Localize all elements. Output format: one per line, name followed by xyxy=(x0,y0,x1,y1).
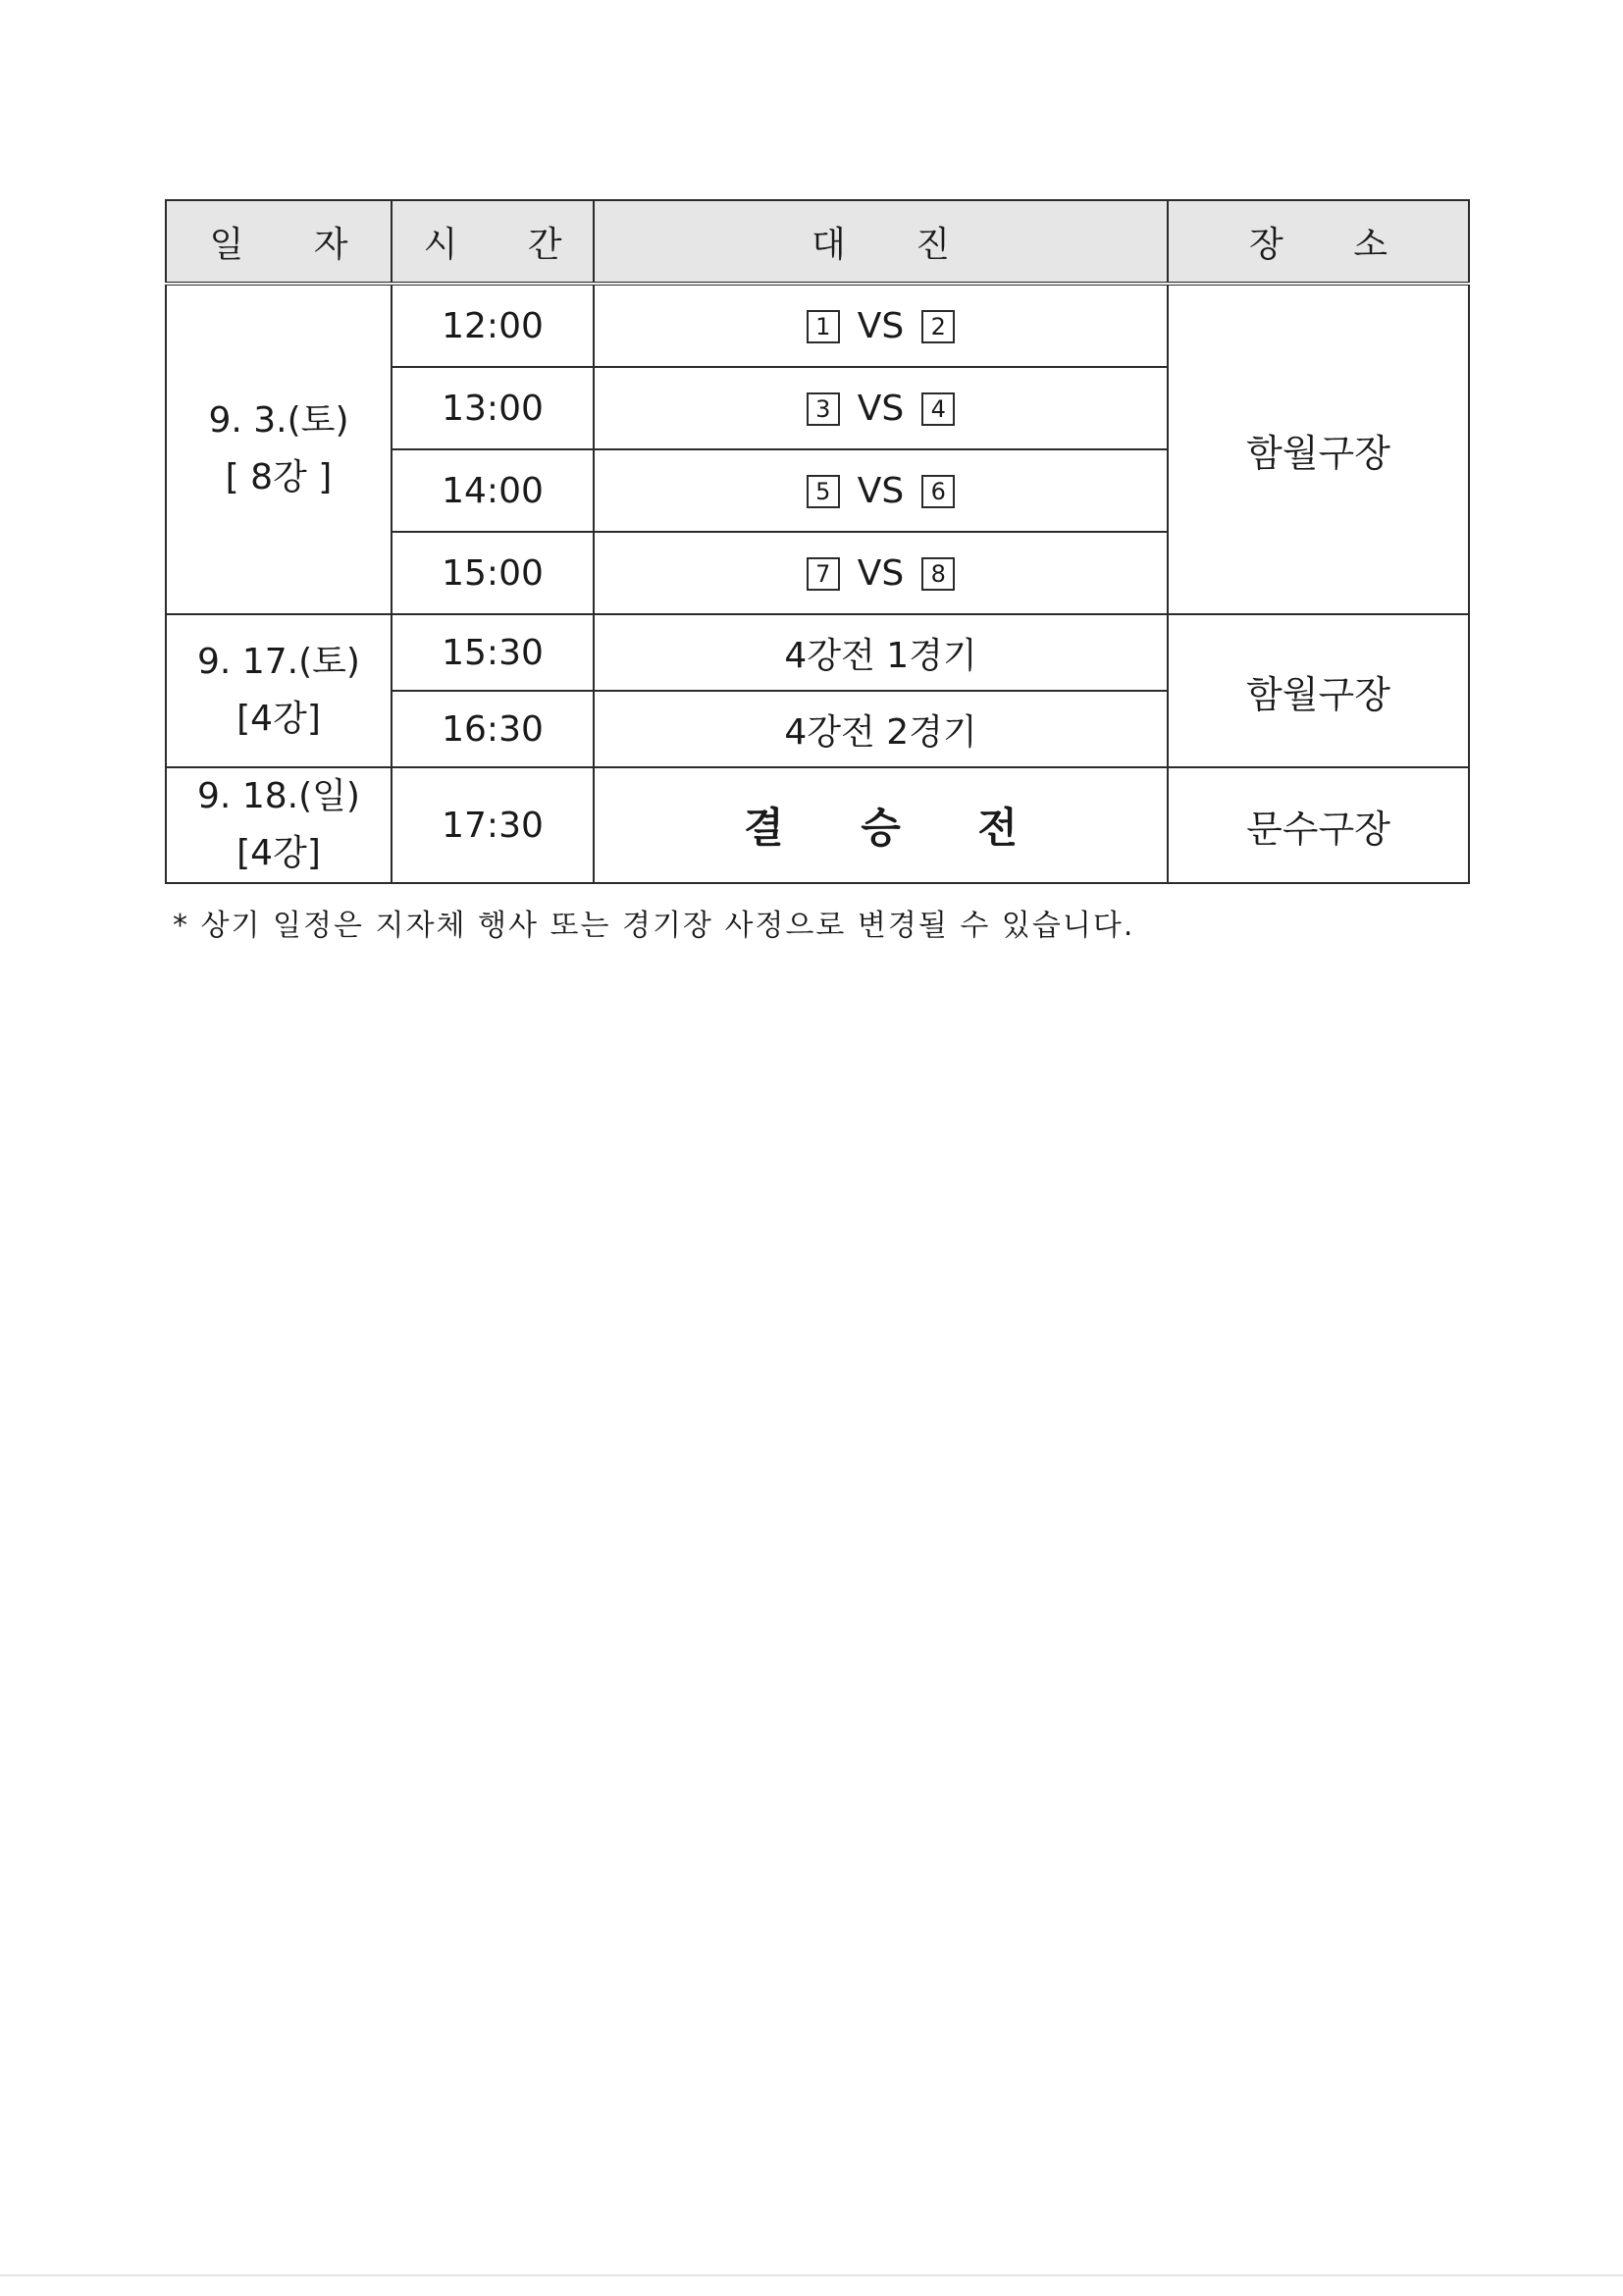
game-matchup xyxy=(594,532,1168,614)
game-matchup xyxy=(594,284,1168,367)
header-time: 시 간 xyxy=(392,200,594,284)
header-date: 일 자 xyxy=(166,200,392,284)
match-schedule-table xyxy=(165,199,1470,884)
game-matchup xyxy=(594,367,1168,449)
round8-stage: [ 8강 ] xyxy=(225,457,333,497)
team-number: 8 xyxy=(921,557,955,591)
team-number: 1 xyxy=(807,310,840,343)
game-matchup: 4강전 2경기 xyxy=(594,691,1168,767)
header-match: 대 진 xyxy=(594,200,1168,284)
final-venue: 문수구장 xyxy=(1168,767,1469,883)
team-number: 3 xyxy=(807,392,840,426)
vs-label: VS xyxy=(857,306,905,347)
table-row xyxy=(166,614,1469,691)
team-number: 4 xyxy=(921,392,955,426)
team-number: 6 xyxy=(921,475,955,508)
game-time: 12:00 xyxy=(392,284,594,367)
semifinal-date-cell xyxy=(166,614,392,767)
game-time: 16:30 xyxy=(392,691,594,767)
final-date-cell xyxy=(166,767,392,883)
vs-label: VS xyxy=(857,471,905,512)
schedule-change-note: * 상기 일정은 지자체 행사 또는 경기장 사정으로 변경될 수 있습니다. xyxy=(173,909,1135,943)
round8-venue: 함월구장 xyxy=(1168,284,1469,614)
game-time: 15:30 xyxy=(392,614,594,691)
header-venue: 장 소 xyxy=(1168,200,1469,284)
semifinal-date: 9. 17.(토) xyxy=(197,642,360,682)
final-date: 9. 18.(일) xyxy=(197,776,360,816)
table-row xyxy=(166,767,1469,883)
team-number: 7 xyxy=(807,557,840,591)
team-number: 5 xyxy=(807,475,840,508)
game-time: 17:30 xyxy=(392,767,594,883)
game-time: 14:00 xyxy=(392,449,594,532)
game-time: 13:00 xyxy=(392,367,594,449)
team-number: 2 xyxy=(921,310,955,343)
round8-date: 9. 3.(토) xyxy=(208,400,349,441)
final-matchup: 결 승 전 xyxy=(594,767,1168,883)
round8-date-cell xyxy=(166,284,392,614)
game-matchup xyxy=(594,449,1168,532)
vs-label: VS xyxy=(857,389,905,430)
semifinal-stage: [4강] xyxy=(236,699,321,739)
final-stage: [4강] xyxy=(236,833,321,873)
game-matchup: 4강전 1경기 xyxy=(594,614,1168,691)
game-time: 15:00 xyxy=(392,532,594,614)
table-row xyxy=(166,284,1469,367)
scan-edge-line xyxy=(0,2274,1623,2276)
table-header-row xyxy=(166,200,1469,284)
semifinal-venue: 함월구장 xyxy=(1168,614,1469,767)
vs-label: VS xyxy=(857,553,905,595)
